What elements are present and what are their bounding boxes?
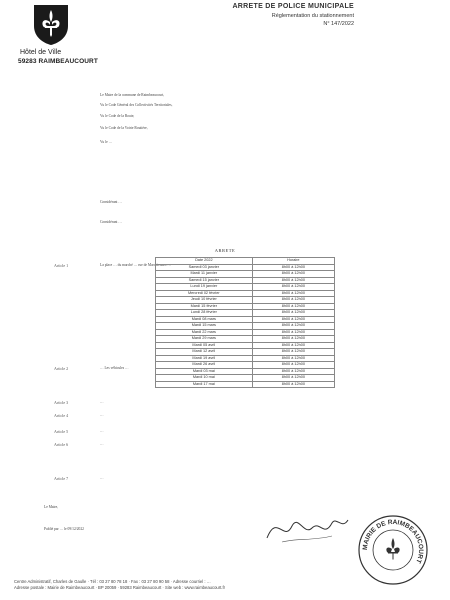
- preamble-paragraph: Vu le …: [100, 140, 113, 144]
- preamble-line: Vu le Code Général des Collectivités Territoriales,: [100, 103, 173, 107]
- date-cell: Mardi 19 avril: [156, 355, 253, 362]
- article-label: Article 7: [54, 476, 69, 481]
- town-crest-icon: [33, 4, 69, 46]
- city-address-label: 59283 RAIMBEAUCOURT: [18, 58, 98, 65]
- column-header: Date 2022: [156, 258, 253, 265]
- date-cell: Mardi 11 janvier: [156, 271, 253, 278]
- time-cell: 8h00 à 12h00: [252, 277, 334, 284]
- date-cell: Mercredi 02 février: [156, 290, 253, 297]
- document-title: ARRETE DE POLICE MUNICIPALE: [232, 3, 354, 10]
- time-cell: 8h00 à 12h00: [252, 316, 334, 323]
- time-cell: 8h00 à 12h00: [252, 264, 334, 271]
- date-cell: Jeudi 10 février: [156, 297, 253, 304]
- preamble-paragraph: Considérant …: [100, 200, 122, 204]
- article-text: …: [100, 413, 104, 417]
- document-subtitle: Réglementation du stationnement: [271, 13, 354, 19]
- date-cell: Samedi 15 janvier: [156, 277, 253, 284]
- article-label: Article 2: [54, 366, 69, 371]
- date-cell: Samedi 03 janvier: [156, 264, 253, 271]
- official-stamp-icon: [357, 514, 429, 586]
- time-cell: 8h00 à 12h00: [252, 362, 334, 369]
- time-cell: 8h00 à 12h00: [252, 336, 334, 343]
- preamble-line: Le Maire de la commune de Raimbeaucourt,: [100, 93, 165, 97]
- date-cell: Mardi 26 avril: [156, 362, 253, 369]
- time-cell: 8h00 à 12h00: [252, 271, 334, 278]
- article-label: Article 5: [54, 429, 69, 434]
- date-cell: Lundi 19 janvier: [156, 284, 253, 291]
- date-cell: Mardi 17 mai: [156, 381, 253, 388]
- stamp-text: MAIRIE DE RAIMBEAUCOURT: [361, 518, 425, 565]
- publication-line: Publié par … le 09/12/2022: [44, 527, 84, 531]
- article-label: Article 4: [54, 413, 69, 418]
- article-text: …: [100, 442, 104, 446]
- article-label: Article 1: [54, 263, 69, 268]
- time-cell: 8h00 à 12h00: [252, 375, 334, 382]
- article-label: Article 3: [54, 400, 69, 405]
- preamble-line: Vu le Code de la Route,: [100, 114, 135, 118]
- article-text: …: [100, 429, 104, 433]
- article-text: …: [100, 400, 104, 404]
- table-row: [156, 381, 335, 388]
- footer-line: Centre Administratif, Charles de Gaulle · Tél : 03 27 80 78 18 · Fax : 03 27 80 90 58 · Adresse courriel : …: [14, 579, 211, 584]
- date-cell: Mardi 12 avril: [156, 349, 253, 356]
- date-cell: Mardi 10 mai: [156, 375, 253, 382]
- time-cell: 8h00 à 12h00: [252, 342, 334, 349]
- article-text: La place … du marché … rue de Marchiennes …: [100, 263, 171, 267]
- city-hall-label: Hôtel de Ville: [20, 49, 62, 56]
- footer-contact: [14, 579, 436, 590]
- time-cell: 8h00 à 12h00: [252, 355, 334, 362]
- date-cell: Mardi 29 mars: [156, 336, 253, 343]
- article-text: … Les véhicules …: [100, 366, 129, 370]
- time-cell: 8h00 à 12h00: [252, 368, 334, 375]
- time-cell: 8h00 à 12h00: [252, 329, 334, 336]
- preamble-line: Vu le Code de la Voirie Routière,: [100, 126, 148, 130]
- preamble-paragraph: Considérant …: [100, 220, 122, 224]
- date-cell: Mardi 08 mars: [156, 316, 253, 323]
- date-cell: Mardi 15 mars: [156, 323, 253, 330]
- time-cell: 8h00 à 12h00: [252, 381, 334, 388]
- time-cell: 8h00 à 12h00: [252, 349, 334, 356]
- time-cell: 8h00 à 12h00: [252, 303, 334, 310]
- time-cell: 8h00 à 12h00: [252, 310, 334, 317]
- time-cell: 8h00 à 12h00: [252, 297, 334, 304]
- date-cell: Mardi 22 mars: [156, 329, 253, 336]
- time-cell: 8h00 à 12h00: [252, 290, 334, 297]
- date-cell: Mardi 15 février: [156, 303, 253, 310]
- footer-line: Adresse postale : Mairie de Raimbeaucourt · BP 20059 · 59283 Raimbeaucourt · Site web : www.raimbeaucourt.fr: [14, 584, 226, 590]
- time-cell: 8h00 à 12h00: [252, 284, 334, 291]
- date-cell: Mardi 03 mai: [156, 368, 253, 375]
- article-label: Article 6: [54, 442, 69, 447]
- time-cell: 8h00 à 12h00: [252, 323, 334, 330]
- date-cell: Lundi 28 février: [156, 310, 253, 317]
- arrete-heading: ARRETE: [214, 248, 236, 253]
- column-header: Horaire: [252, 258, 334, 265]
- date-cell: Mardi 05 avril: [156, 342, 253, 349]
- document-number: N° 147/2022: [323, 21, 354, 27]
- article-text: …: [100, 476, 104, 480]
- signature-label: Le Maire,: [44, 505, 59, 509]
- handwritten-signature-icon: [262, 508, 352, 548]
